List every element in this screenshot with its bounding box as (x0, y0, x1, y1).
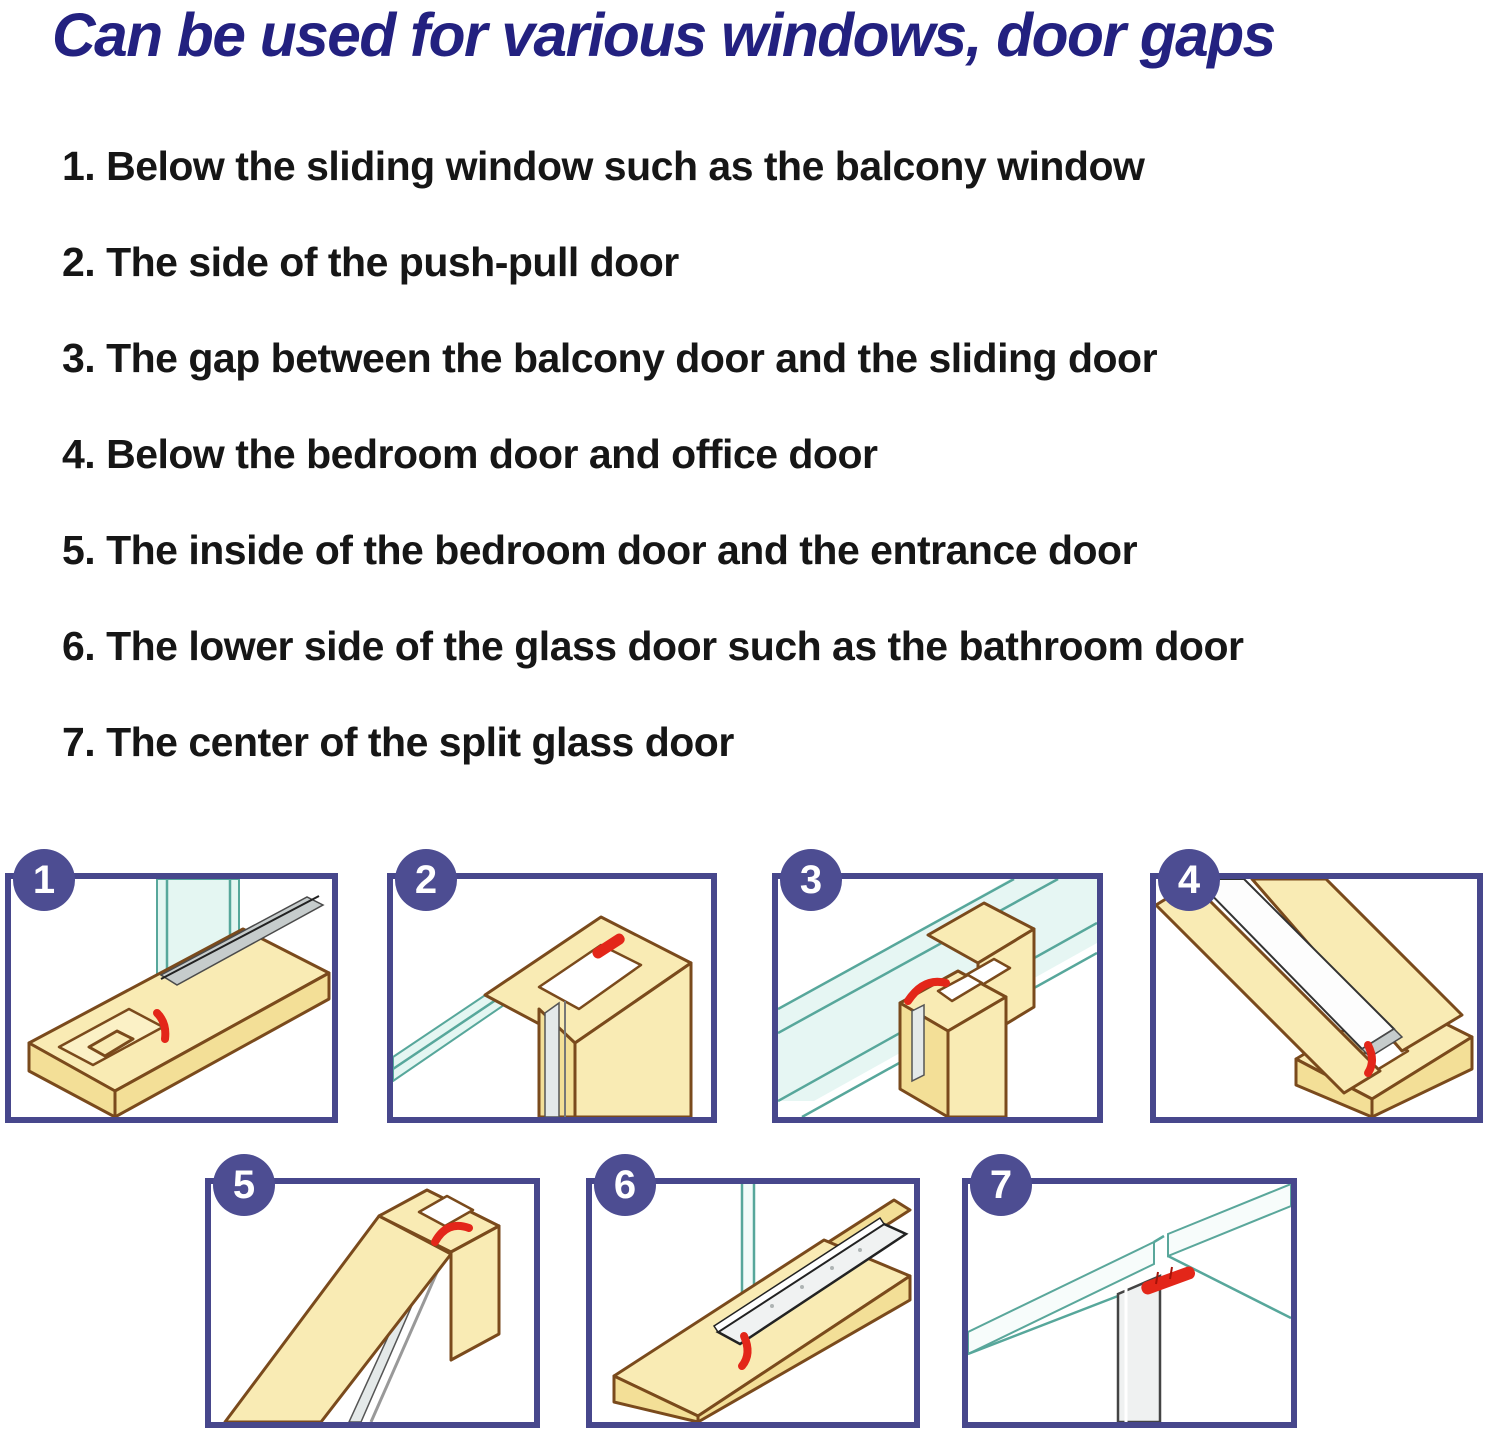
panel-7-number: 7 (989, 1162, 1013, 1207)
glass-door-lower-side-illustration (592, 1184, 914, 1422)
bedroom-entrance-door-inside-illustration (211, 1184, 534, 1422)
panel-5-number-badge (213, 1154, 275, 1216)
panel-6-number-badge (594, 1154, 656, 1216)
use-case-item-7: 7. The center of the split glass door (62, 719, 734, 765)
use-case-item-2: 2. The side of the push-pull door (62, 239, 679, 285)
panel-1-number-badge (13, 849, 75, 911)
panel-1-number: 1 (32, 857, 56, 902)
split-glass-door-center-illustration (968, 1184, 1291, 1422)
usage-panel-5 (205, 1162, 540, 1428)
use-case-item-3: 3. The gap between the balcony door and the sliding door (62, 335, 1158, 381)
page-title: Can be used for various windows, door gaps (52, 1, 1275, 69)
use-case-item-6: 6. The lower side of the glass door such as the bathroom door (62, 623, 1244, 669)
use-case-item-5: 5. The inside of the bedroom door and the entrance door (62, 527, 1138, 573)
panel-2-number: 2 (414, 857, 438, 902)
panel-6-number: 6 (613, 1162, 637, 1207)
use-case-list (62, 118, 1243, 790)
panel-7-number-badge (970, 1154, 1032, 1216)
use-case-item-4: 4. Below the bedroom door and office door (62, 431, 878, 477)
panel-5-number: 5 (232, 1162, 256, 1207)
usage-panel-3 (772, 857, 1103, 1123)
usage-panel-1 (5, 857, 338, 1123)
usage-panel-2 (387, 857, 717, 1123)
panel-3-number: 3 (799, 857, 823, 902)
usage-panel-6 (586, 1162, 920, 1428)
panel-4-number: 4 (1177, 857, 1201, 902)
push-pull-door-side-illustration (393, 879, 711, 1117)
balcony-and-sliding-door-gap-illustration (778, 879, 1097, 1117)
bedroom-office-door-bottom-illustration (1156, 879, 1477, 1117)
panel-3-number-badge (780, 849, 842, 911)
panel-2-number-badge (395, 849, 457, 911)
usage-panel-7 (962, 1162, 1297, 1428)
sliding-window-bottom-track-illustration (11, 879, 332, 1117)
usage-panel-4 (1150, 857, 1483, 1123)
use-case-item-1: 1. Below the sliding window such as the balcony window (62, 143, 1145, 189)
panel-4-number-badge (1158, 849, 1220, 911)
